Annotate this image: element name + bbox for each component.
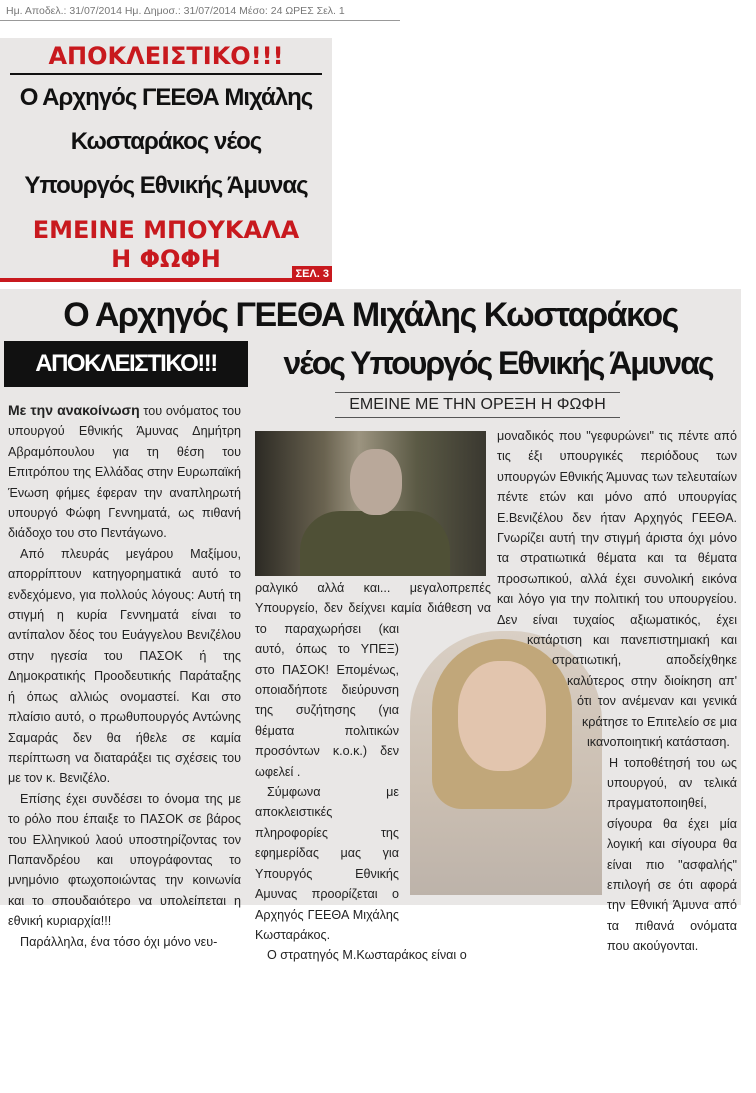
paragraph: Σύμφωνα με αποκλειστικές πληροφορίες της εφημερίδας μας για Υπουργός Εθνικής Αμυνας προορίζεται ο Αρχηγός ΓΕΕΘΑ Μιχάλης Κωσταράκος. xyxy=(255,785,399,942)
headline-line-1: Ο Αρχηγός ΓΕΕΘΑ Μιχάλης Κωσταράκος xyxy=(63,296,678,334)
wrap-spacer xyxy=(497,711,577,731)
exclusive-label: ΑΠΟΚΛΕΙΣΤΙΚΟ!!! xyxy=(35,350,217,377)
teaser-subtitle-line: Η ΦΩΦΗ xyxy=(111,245,221,273)
teaser-title-line: Ο Αρχηγός ΓΕΕΘΑ Μιχάλης xyxy=(19,84,313,111)
paragraph: Η τοποθέτησή του ως υπουργού, αν τελικά πραγματοποιηθεί, σίγουρα θα έχει μία λογική και σίγουρα θα είναι πιο "ασφαλής" επιλογή σε ότι αφορά την Εθνική Άμυνα από τα πιθανά ονόματα που ακούγονται. xyxy=(607,755,737,954)
paragraph: Παράλληλα, ένα τόσο όχι μόνο νευ- xyxy=(20,934,218,949)
teaser-kicker: ΑΠΟΚΛΕΙΣΤΙΚΟ!!! xyxy=(48,42,284,70)
paragraph: Επίσης έχει συνδέσει το όνομα της με το ρόλο που έπαιξε το ΠΑΣΟΚ σε βάρος του Ελληνικού λαού υποστηρίζοντας τον Παπανδρέου και υπογράφοντας το μνημόνιο φτωχοποιώντας την κοινωνία και το σπουδαιότερο να υπολείπεται η εθνική κυριαρχία!!! xyxy=(8,791,241,929)
wrap-spacer xyxy=(497,691,567,711)
wrap-spacer xyxy=(497,752,587,772)
subheadline xyxy=(335,392,620,418)
teaser-title-line: Υπουργός Εθνικής Άμυνας xyxy=(24,172,308,199)
wrap-spacer xyxy=(399,619,491,919)
article xyxy=(0,289,741,963)
paragraph: Ο στρατηγός Μ.Κωσταράκος είναι ο xyxy=(267,948,467,963)
paragraph: ραλγικό αλλά και... μεγαλοπρεπές Υπουργείο, δεν δείχνει καμία διάθεση να το παραχωρήσει (και αυτό, όπως το ΥΠΕΞ) στο ΠΑΣΟΚ! Επομένως, οποιαδήποτε διεύρυνση της συζήτησης (για θέματα πολιτικών προσόντων κ.ο.κ.) δεν ωφελεί . xyxy=(255,581,491,779)
photo-face xyxy=(350,449,402,515)
wrap-spacer xyxy=(497,670,552,690)
wrap-spacer xyxy=(497,772,597,792)
subheadline-text: ΕΜΕΙΝΕ ΜΕ ΤΗΝ ΟΡΕΞΗ Η ΦΩΦΗ xyxy=(349,396,606,413)
page-reference: ΣΕΛ. 3 xyxy=(292,266,332,282)
metadata-divider xyxy=(0,20,400,21)
clipping-metadata: Ημ. Αποδελ.: 31/07/2014 Ημ. Δημοσ.: 31/07/2014 Μέσο: 24 ΩΡΕΣ Σελ. 1 xyxy=(6,5,345,17)
column-2 xyxy=(255,578,491,966)
teaser-title-line: Κωσταράκος νέος xyxy=(70,128,262,155)
wrap-spacer xyxy=(497,793,607,1093)
column-3 xyxy=(497,426,737,1093)
wrap-spacer xyxy=(497,650,527,670)
lead-text: του ονόματος του υπουργού Εθνικής Άμυνας Δημήτρη Αβραμόπουλου για τη θέση του Επιτρόπου της Ελλάδας στην Ευρωπαϊκή Ένωση φήμες έφεραν την αναπληρωτή υπουργό Φώφη Γεννηματά, ως πιθανή διάδοχο του στο Πεντάγωνο. xyxy=(8,404,241,541)
column-1 xyxy=(8,400,241,952)
front-page-teaser xyxy=(0,38,332,282)
general-photo xyxy=(255,431,486,576)
exclusive-badge xyxy=(4,341,248,387)
paragraph: μοναδικός που "γεφυρώνει" τις πέντε από τις έξι υπουργικές περιόδους των υπουργών Εθνικής Άμυνας των τελευταίων πέντε ετών και μόνο από υπουργίας Ε.Βενιζέλου δεν ήταν Αρχηγός ΓΕΕΘΑ. Γνωρίζει αυτή την στιγμή άριστα όχι μόνο τα στρατιωτικά θέματα και τα θέματα προσωπικού, αλλά έχει συνολική εικόνα και λόγο για την πολιτική του υπουργείου. Δεν είναι τυχαίος αξιωματικός, έχει κατάρτιση και πανεπιστημιακή και στρατιωτική, αποδείχθηκε καλύτερος στην διοίκηση απ' ότι τον ανέμεναν και γενικά κράτησε το Επιτελείο σε μια ικανοποιητική κατάσταση. xyxy=(497,429,737,750)
teaser-rule xyxy=(10,73,322,75)
paragraph xyxy=(8,400,241,544)
photo-uniform xyxy=(300,511,450,576)
wrap-spacer xyxy=(497,732,582,752)
teaser-red-bar xyxy=(0,278,332,282)
lead-bold: Με την ανακοίνωση xyxy=(8,402,140,418)
paragraph: Από πλευράς μεγάρου Μαξίμου, απορρίπτουν κατηγορηματικά αυτό το ενδεχόμενο, για πολλούς λόγους: Αυτή τη στιγμή η κυρία Γεννηματά είναι το αντίπαλον δέος του Ευάγγελου Βενιζέλου στην ηγεσία του ΠΑΣΟΚ ή της Δημοκρατικής Προοδευτικής Παράταξης ή όπως αλλιώς ονομαστεί. Και στο πλαίσιο αυτό, ο πρωθυπουργός Αντώνης Σαμαράς δεν θα ήθελε σε καμία περίπτωση να διαταράξει τις σχέσεις του με τον κ. Βενιζέλο. xyxy=(8,546,241,786)
headline-line-2: νέος Υπουργός Εθνικής Άμυνας xyxy=(283,345,713,381)
teaser-subtitle-line: ΕΜΕΙΝΕ ΜΠΟΥΚΑΛΑ xyxy=(32,216,300,244)
